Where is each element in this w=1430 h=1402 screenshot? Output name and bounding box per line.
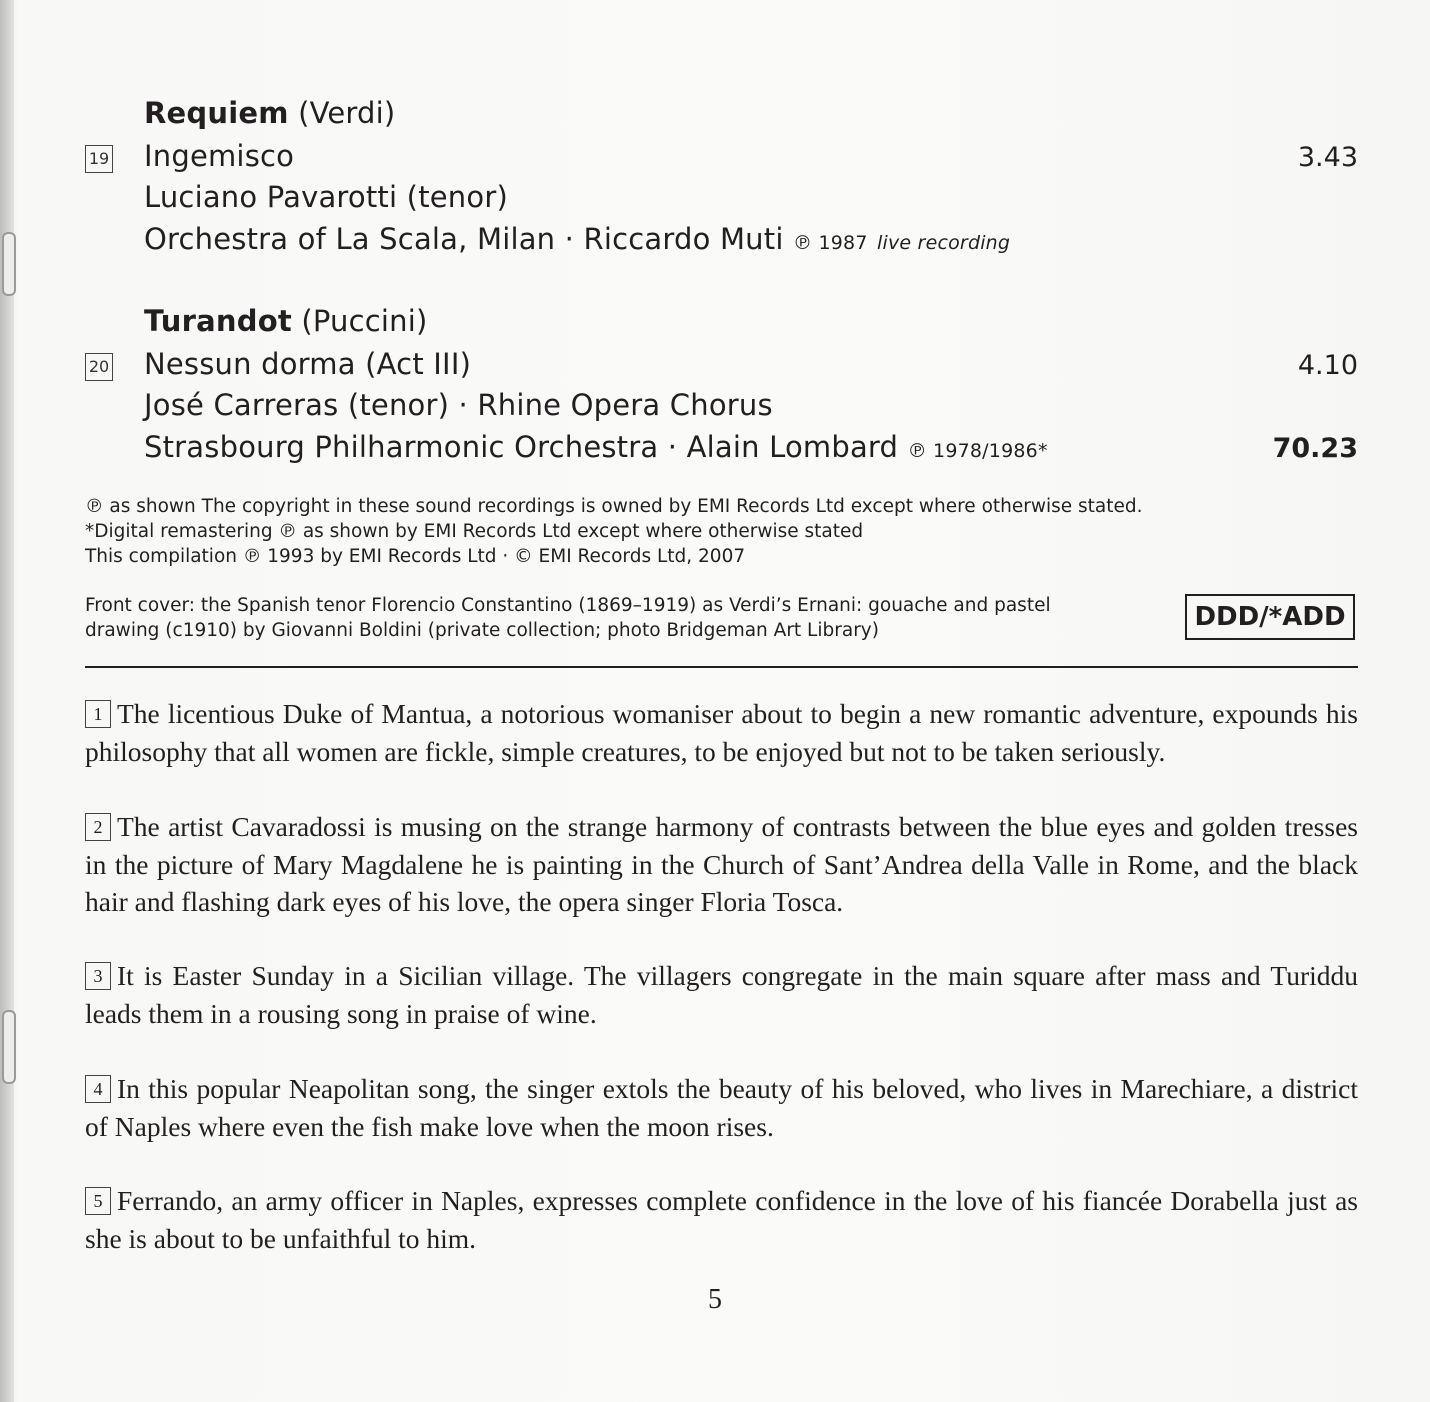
phonogram-year: ℗ 1987: [793, 232, 868, 254]
credit-line: drawing (c1910) by Giovanni Boldini (private collection; photo Bridgeman Art Library): [85, 620, 879, 641]
work-title: Turandot: [144, 304, 292, 338]
synopsis-paragraph: [85, 957, 1358, 1032]
page-number: 5: [708, 1284, 722, 1315]
binding-staple-top: [2, 232, 16, 296]
credit-line: ℗ as shown The copyright in these sound recordings is owned by EMI Records Ltd except where otherwise stated.: [85, 496, 1143, 517]
synopsis-number: 2: [85, 813, 111, 841]
piece-title: Nessun dorma (Act III): [144, 347, 472, 381]
track-number: 20: [85, 353, 113, 381]
track-duration: 4.10: [1297, 350, 1358, 381]
page-spine: [0, 0, 14, 1402]
synopsis-number: 5: [85, 1187, 111, 1215]
total-duration: 70.23: [1272, 433, 1358, 464]
synopsis-paragraph: [85, 1070, 1358, 1145]
performers-line: [144, 430, 1048, 464]
work-title: Requiem: [144, 96, 289, 130]
track-duration: 3.43: [1297, 142, 1358, 173]
recording-code-badge: DDD/*ADD: [1185, 594, 1355, 640]
synopsis-text: Ferrando, an army officer in Naples, expresses complete confidence in the love of his fiancée Dorabella just as she is about to be unfaithful to him.: [85, 1185, 1358, 1254]
piece-title: Ingemisco: [144, 139, 295, 173]
synopsis-paragraph: [85, 695, 1358, 770]
soloist-line: Luciano Pavarotti (tenor): [144, 180, 508, 214]
credit-line: *Digital remastering ℗ as shown by EMI Records Ltd except where otherwise stated: [85, 521, 864, 542]
credit-line: Front cover: the Spanish tenor Florencio Constantino (1869–1919) as Verdi’s Ernani: gouache and pastel: [85, 595, 1051, 616]
divider-rule: [85, 666, 1358, 668]
recording-note: live recording: [877, 232, 1011, 254]
soloist-line: José Carreras (tenor) · Rhine Opera Chorus: [144, 388, 773, 422]
turandot-heading: [144, 304, 428, 338]
synopsis-number: 4: [85, 1075, 111, 1103]
performers-line: [144, 222, 1010, 256]
requiem-heading: [144, 96, 395, 130]
synopsis-text: In this popular Neapolitan song, the singer extols the beauty of his beloved, who lives in Marechiare, a district of Naples where even the fish make love when the moon rises.: [85, 1073, 1358, 1142]
phonogram-year: ℗ 1978/1986*: [907, 440, 1048, 462]
binding-staple-bottom: [2, 1010, 16, 1084]
synopsis-number: 3: [85, 962, 111, 990]
credit-line: This compilation ℗ 1993 by EMI Records Ltd · © EMI Records Ltd, 2007: [85, 546, 746, 567]
composer-name: (Puccini): [301, 304, 428, 338]
copyright-credits: [85, 494, 1143, 569]
synopsis-text: It is Easter Sunday in a Sicilian village. The villagers congregate in the main square after mass and Turiddu leads them in a rousing song in praise of wine.: [85, 960, 1358, 1029]
synopsis-text: The artist Cavaradossi is musing on the strange harmony of contrasts between the blue eyes and golden tresses in the picture of Mary Magdalene he is painting in the Church of Sant’Andrea della Valle in Rome, and the black hair and flashing dark eyes of his love, the opera singer Floria Tosca.: [85, 811, 1358, 917]
track-number: 19: [85, 145, 113, 173]
synopsis-paragraph: [85, 808, 1358, 921]
synopsis-text: The licentious Duke of Mantua, a notorious womaniser about to begin a new romantic adventure, expounds his philosophy that all women are fickle, simple creatures, to be enjoyed but not to be taken seriously.: [85, 698, 1358, 767]
performers-text: Orchestra of La Scala, Milan · Riccardo Muti: [144, 222, 784, 256]
synopsis-paragraph: [85, 1182, 1358, 1257]
composer-name: (Verdi): [298, 96, 396, 130]
performers-text: Strasbourg Philharmonic Orchestra · Alain Lombard: [144, 430, 899, 464]
cover-credits: [85, 593, 1051, 643]
synopsis-number: 1: [85, 700, 111, 728]
